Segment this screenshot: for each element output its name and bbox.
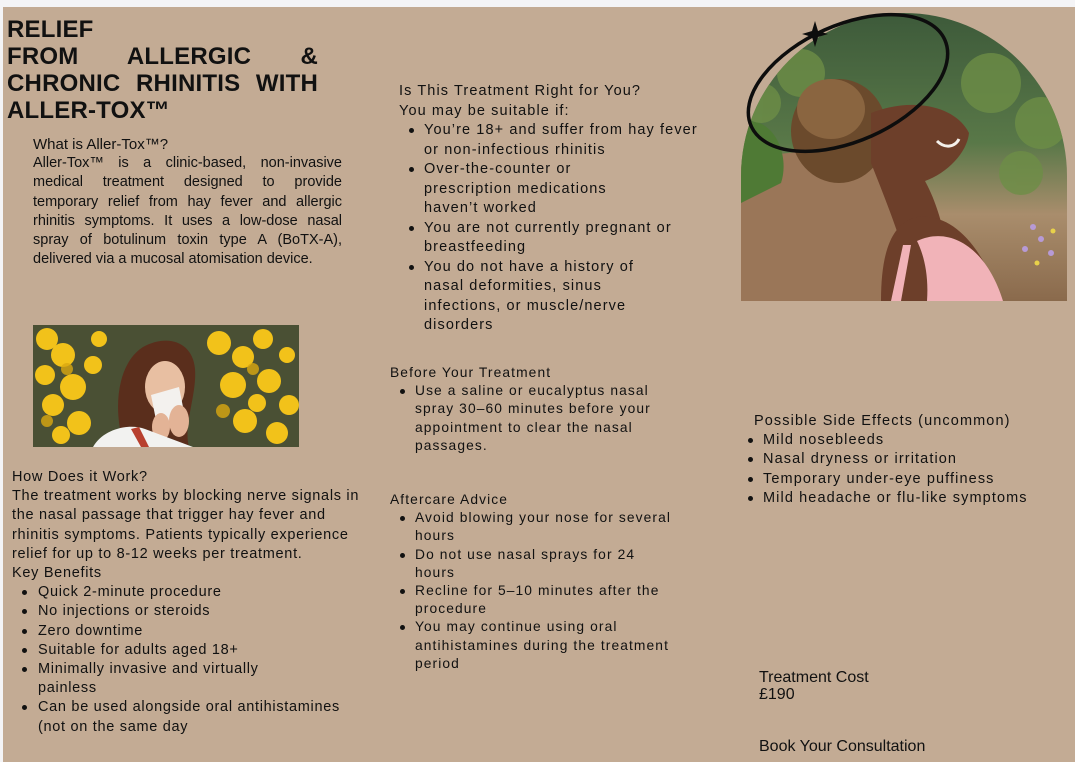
title-line: RELIEF bbox=[7, 16, 94, 43]
treatment-cost bbox=[759, 669, 869, 703]
suitability-intro: You may be suitable if: bbox=[399, 102, 570, 119]
title-line: CHRONIC RHINITIS WITH bbox=[7, 70, 318, 97]
before-list bbox=[390, 382, 700, 455]
suitability-heading: Is This Treatment Right for You? bbox=[399, 83, 642, 99]
list-item: Mild headache or flu-like symptoms bbox=[744, 489, 1069, 508]
list-item: No injections or steroids bbox=[12, 602, 367, 621]
side-effects-heading: Possible Side Effects (uncommon) bbox=[754, 413, 1011, 429]
book-consultation-link[interactable]: Book Your Consultation bbox=[759, 738, 926, 755]
aftercare-list bbox=[390, 509, 710, 673]
aftercare-section bbox=[390, 491, 710, 673]
page-title bbox=[7, 16, 318, 124]
before-heading: Before Your Treatment bbox=[390, 365, 552, 380]
benefits-heading: Key Benefits bbox=[12, 565, 102, 582]
what-is-heading: What is Aller-Tox™? bbox=[33, 136, 169, 153]
cost-label: Treatment Cost bbox=[759, 669, 869, 686]
title-line: FROM ALLERGIC & bbox=[7, 43, 318, 70]
list-item: You’re 18+ and suffer from hay fever or non-infectious rhinitis bbox=[399, 121, 699, 160]
how-heading: How Does it Work? bbox=[12, 469, 148, 485]
before-treatment-section bbox=[390, 364, 700, 455]
list-item: Over-the-counter or prescription medications haven’t worked bbox=[399, 160, 644, 219]
brochure-page bbox=[3, 7, 1075, 762]
list-item: Temporary under-eye puffiness bbox=[744, 470, 1069, 489]
how-it-works-section bbox=[12, 468, 367, 737]
suitability-list bbox=[399, 121, 699, 336]
list-item: Can be used alongside oral antihistamines (not on the same day bbox=[12, 698, 343, 736]
list-item: Suitable for adults aged 18+ bbox=[12, 641, 367, 660]
list-item: You may continue using oral antihistamines during the treatment period bbox=[390, 618, 715, 673]
list-item: You do not have a history of nasal deformities, sinus infections, or muscle/nerve disorders bbox=[399, 258, 679, 336]
list-item: Mild nosebleeds bbox=[744, 431, 1069, 450]
orbit-ring-icon bbox=[738, 7, 958, 177]
list-item: Recline for 5–10 minutes after the procedure bbox=[390, 582, 710, 618]
side-effects-section bbox=[744, 412, 1069, 508]
list-item: Do not use nasal sprays for 24 hours bbox=[390, 546, 675, 582]
suitability-section bbox=[399, 82, 699, 336]
list-item: Avoid blowing your nose for several hours bbox=[390, 509, 707, 545]
sneezing-woman-photo bbox=[33, 325, 299, 447]
list-item: Use a saline or eucalyptus nasal spray 30–60 minutes before your appointment to clear the nasal passages. bbox=[390, 382, 685, 455]
list-item: You are not currently pregnant or breastfeeding bbox=[399, 219, 699, 258]
list-item: Nasal dryness or irritation bbox=[744, 450, 1069, 469]
how-body: The treatment works by blocking nerve signals in the nasal passage that trigger hay fever and rhinitis symptoms. Patients typically experience relief for up to 8-12 weeks per treatment. bbox=[12, 488, 360, 562]
list-item: Minimally invasive and virtually painless bbox=[12, 660, 288, 698]
side-effects-list bbox=[744, 431, 1069, 508]
list-item: Zero downtime bbox=[12, 622, 367, 641]
what-is-section bbox=[33, 135, 342, 269]
title-line: ALLER-TOX™ bbox=[7, 97, 170, 124]
what-is-body: Aller-Tox™ is a clinic-based, non-invasive medical treatment designed to provide temporary relief from hay fever and allergic rhinitis symptoms. It uses a low-dose nasal spray of botulinum toxin type A (BoTX-A), delivered via a mucosal atomisation device. bbox=[33, 155, 342, 268]
benefits-list bbox=[12, 583, 367, 737]
cost-value: £190 bbox=[759, 686, 795, 703]
list-item: Quick 2-minute procedure bbox=[12, 583, 367, 602]
aftercare-heading: Aftercare Advice bbox=[390, 492, 509, 507]
